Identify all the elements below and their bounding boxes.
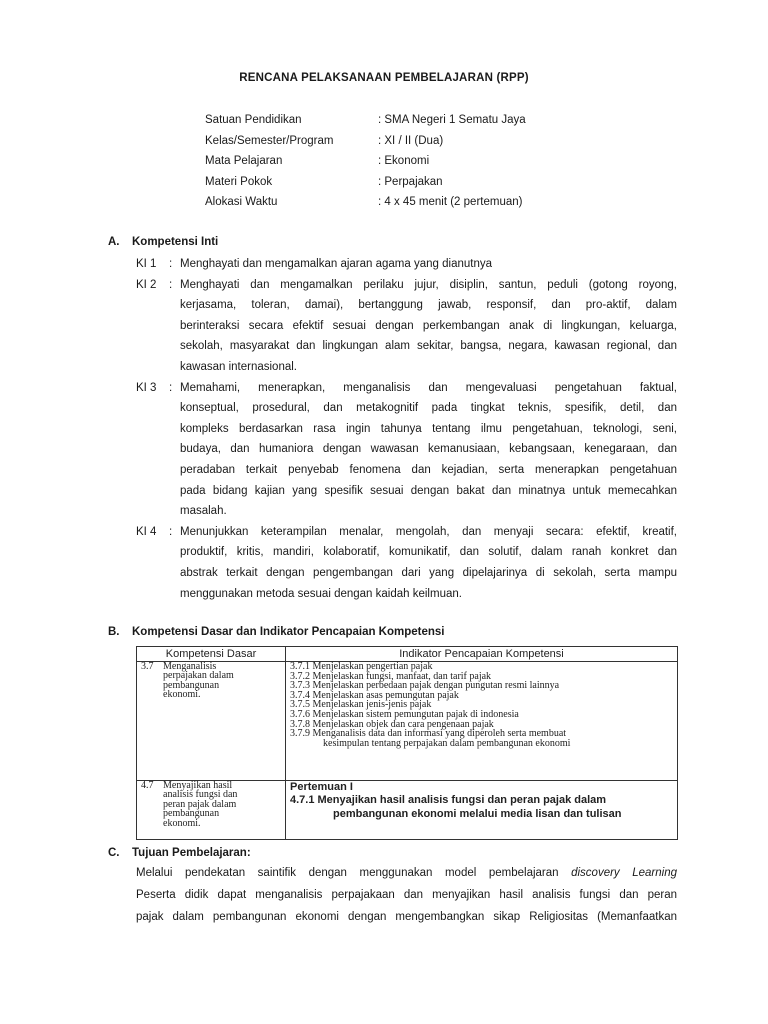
ki-line: kerjasama, toleran, damai), bertanggung jawab, responsif, dan pro-aktif, dalam <box>180 299 677 312</box>
ki-line: sekolah, masyarakat dan lingkungan alam sekitar, bangsa, negara, kawasan regional, dan <box>180 340 677 353</box>
identity-value: : 4 x 45 menit (2 pertemuan) <box>378 196 523 208</box>
section-title: Tujuan Pembelajaran: <box>132 847 251 859</box>
ki-item <box>136 275 677 378</box>
indicator-line: 3.7.8 Menjelaskan objek dan cara pengenaan pajak <box>290 718 494 730</box>
indicator-line: 3.7.9 Menganalisis data dan informasi yang diperoleh serta membuat <box>290 728 567 740</box>
model-name: discovery Learning <box>571 867 678 879</box>
kd-line: analisis fungsi dan <box>163 789 238 801</box>
ki-text <box>180 275 677 378</box>
section-title: Kompetensi Inti <box>132 236 219 248</box>
indicator-line: 3.7.5 Menjelaskan jenis-jenis pajak <box>290 699 432 711</box>
indicator-line: 3.7.6 Menjelaskan sistem pemungutan pajak di indonesia <box>290 708 519 720</box>
objective-line: pajak dalam pembangunan ekonomi dengan mengembangkan sikap Religiositas (Memanfaatkan <box>136 911 677 923</box>
ki-text <box>180 378 677 522</box>
objective-text: Melalui pendekatan saintifik dengan menggunakan model pembelajaran <box>136 867 572 879</box>
identity-value: : SMA Negeri 1 Sematu Jaya <box>378 114 526 126</box>
ki-colon: : <box>169 258 173 270</box>
identity-value: : Perpajakan <box>378 175 443 188</box>
section-letter: A. <box>108 236 120 248</box>
identity-row <box>205 155 526 176</box>
identity-label: Satuan Pendidikan <box>205 114 302 126</box>
ki-colon: : <box>169 278 173 291</box>
indicator-line: 3.7.3 Menjelaskan perbedaan pajak dengan pungutan resmi lainnya <box>290 680 560 692</box>
kd-line: perpajakan dalam <box>163 670 234 682</box>
identity-label: Mata Pelajaran <box>205 155 283 167</box>
kd-number: 4.7 <box>141 780 154 791</box>
ki-line: Menghayati dan mengamalkan perilaku jujur, disiplin, santun, peduli (gotong royong, <box>180 278 677 291</box>
ki-code: KI 3 <box>136 381 157 394</box>
identity-row <box>205 196 526 217</box>
kd-cell <box>137 781 286 840</box>
ki-line: Memahami, menerapkan, menganalisis dan mengevaluasi pengetahuan faktual, <box>180 381 677 394</box>
ki-line: konseptual, prosedural, dan metakognitif pada tingkat teknis, spesifik, detil, dan <box>180 402 677 415</box>
learning-objectives <box>136 862 677 928</box>
ki-code: KI 4 <box>136 525 157 538</box>
identity-row <box>205 114 526 135</box>
identity-row <box>205 176 526 197</box>
ki-line: pada bidang kajian yang spesifik sesuai dengan bakat dan minatnya untuk memecahkan <box>180 484 677 497</box>
kd-line: pembangunan <box>163 679 220 691</box>
indicator-cell <box>286 781 678 840</box>
indicator-line: 3.7.2 Menjelaskan fungsi, manfaat, dan tarif pajak <box>290 670 492 682</box>
table-row <box>137 662 678 781</box>
ki-line: menggunakan metoda sesuai dengan kaidah keilmuan. <box>180 587 462 600</box>
meeting-indicator: 4.7.1 Menyajikan hasil analisis fungsi dan peran pajak dalam <box>290 794 607 806</box>
ki-line: Menunjukkan keterampilan menalar, mengolah, dan menyaji secara: efektif, kreatif, <box>180 525 677 538</box>
ki-code: KI 1 <box>136 258 157 270</box>
ki-line: budaya, dan humaniora dengan wawasan kemanusiaan, kebangsaan, kenegaraan, dan <box>180 443 677 456</box>
ki-code: KI 2 <box>136 278 157 291</box>
kd-cell <box>137 662 286 781</box>
indicator-line: 3.7.4 Menjelaskan asas pemungutan pajak <box>290 689 459 701</box>
ki-item <box>136 254 677 275</box>
document-title: RENCANA PELAKSANAAN PEMBELAJARAN (RPP) <box>239 72 529 84</box>
ki-line: produktif, kritis, mandiri, kolaboratif, komunikatif, dan solutif, dalam ranah konkret dan <box>180 546 677 559</box>
ki-colon: : <box>169 381 173 394</box>
section-b-heading <box>108 626 445 638</box>
section-title: Kompetensi Dasar dan Indikator Pencapaian Kompetensi <box>132 626 445 638</box>
ki-list <box>136 254 677 604</box>
ki-line: berinteraksi secara efektif sesuai dengan perkembangan anak di lingkungan, keluarga, <box>180 319 677 332</box>
identity-label: Alokasi Waktu <box>205 196 278 208</box>
identity-label: Kelas/Semester/Program <box>205 134 334 147</box>
indicator-cell <box>286 662 678 781</box>
kd-line: ekonomi. <box>163 817 201 829</box>
table-header: Kompetensi Dasar <box>137 647 286 662</box>
ki-line: kawasan internasional. <box>180 360 297 373</box>
indicator-line: kesimpulan tentang perpajakan dalam pembangunan ekonomi <box>323 737 571 749</box>
table-header: Indikator Pencapaian Kompetensi <box>286 647 678 662</box>
ki-text <box>180 522 677 604</box>
section-a-heading <box>108 236 218 248</box>
ki-line: kompleks berdasarkan rasa ingin tahunya tentang ilmu pengetahuan, teknologi, seni, <box>180 422 677 435</box>
ki-line: Menghayati dan mengamalkan ajaran agama yang dianutnya <box>180 258 492 270</box>
indicator-line: 3.7.1 Menjelaskan pengertian pajak <box>290 661 433 672</box>
meeting-title: Pertemuan I <box>290 781 353 793</box>
section-letter: B. <box>108 626 120 638</box>
table-row <box>137 781 678 840</box>
ki-line: abstrak terkait dengan pengembangan dari yang dipelajarinya di sekolah, serta mampu <box>180 566 677 579</box>
identity-row <box>205 135 526 156</box>
objective-line <box>136 862 677 884</box>
ki-line: peradaban terkait penyebab fenomena dan kejadian, serta menerapkan pengetahuan <box>180 463 677 476</box>
kd-number: 3.7 <box>141 661 154 672</box>
ki-colon: : <box>169 525 173 538</box>
section-c-heading <box>108 847 251 859</box>
section-letter: C. <box>108 847 120 859</box>
competency-table <box>136 646 678 840</box>
identity-block <box>205 114 526 217</box>
identity-value: : Ekonomi <box>378 155 430 167</box>
ki-item <box>136 378 677 522</box>
ki-text <box>180 254 677 275</box>
meeting-indicator: pembangunan ekonomi melalui media lisan dan tulisan <box>333 807 622 820</box>
objective-line: Peserta didik dapat menganalisis perpajakaan dan menyajikan hasil analisis fungsi dan peran <box>136 889 677 901</box>
kd-line: Menganalisis <box>163 661 217 672</box>
kd-line: Menyajikan hasil <box>163 780 233 791</box>
identity-value: : XI / II (Dua) <box>378 134 444 147</box>
ki-line: masalah. <box>180 505 227 518</box>
identity-label: Materi Pokok <box>205 175 273 188</box>
ki-item <box>136 522 677 604</box>
kd-line: pembangunan <box>163 808 220 820</box>
table-header-row <box>137 647 678 662</box>
kd-line: peran pajak dalam <box>163 798 237 810</box>
kd-line: ekonomi. <box>163 689 201 701</box>
